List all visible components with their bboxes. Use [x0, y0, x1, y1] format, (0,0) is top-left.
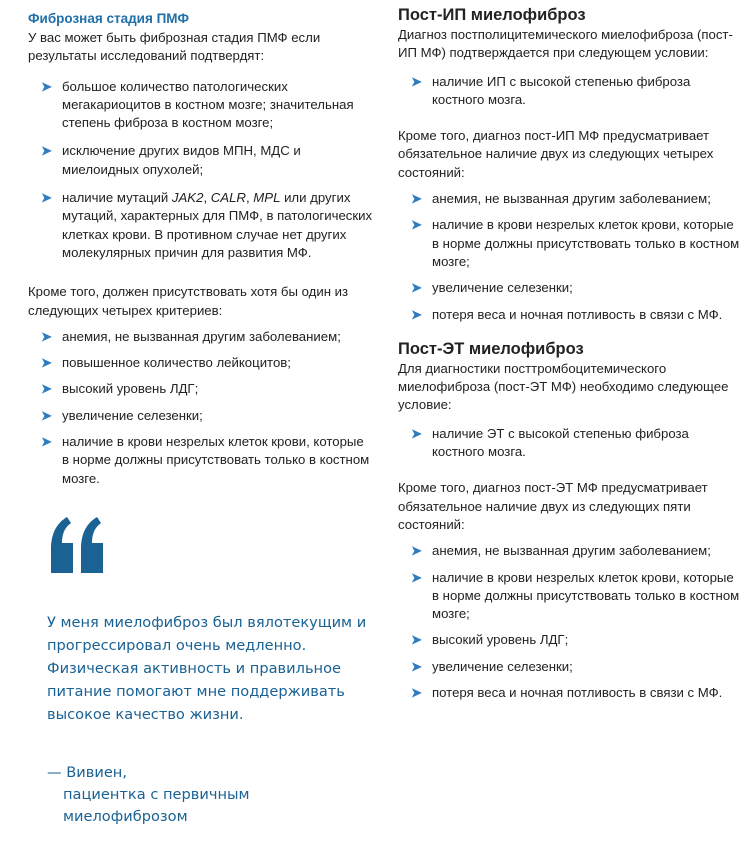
- chevron-right-icon: ➤: [411, 569, 422, 585]
- gene-jak2: JAK2: [171, 190, 204, 206]
- post-et-extra-intro: Кроме того, диагноз пост-ЭТ МФ предусматривает обязательное наличие двух из следующих пяти состояний:: [398, 480, 708, 532]
- gene-calr: CALR: [210, 190, 246, 206]
- post-pv-extra-list: [398, 190, 743, 324]
- list-item: ➤ повышенное количество лейкоцитов;: [28, 354, 373, 372]
- chevron-right-icon: ➤: [411, 306, 422, 322]
- chevron-right-icon: ➤: [411, 543, 422, 559]
- chevron-right-icon: ➤: [411, 217, 422, 233]
- list-item: ➤ исключение других видов МПН, МДС и миелоидных опухолей;: [41, 143, 301, 177]
- chevron-right-icon: ➤: [41, 355, 52, 371]
- chevron-right-icon: ➤: [41, 190, 52, 206]
- chevron-right-icon: ➤: [41, 434, 52, 450]
- list-item: ➤ анемия, не вызванная другим заболеванием;: [28, 328, 373, 346]
- chevron-right-icon: ➤: [411, 425, 422, 441]
- chevron-right-icon: ➤: [411, 191, 422, 207]
- list-item: ➤ наличие ЭТ с высокой степенью фиброза костного мозга.: [411, 425, 689, 460]
- list-item: ➤ увеличение селезенки;: [398, 279, 743, 297]
- post-et-intro: Для диагностики посттромбоцитемического миелофиброза (пост-ЭТ МФ) необходимо следующее условие:: [398, 360, 729, 413]
- post-pv-list: [398, 73, 743, 110]
- gene-mpl: MPL: [253, 190, 281, 206]
- chevron-right-icon: ➤: [41, 78, 52, 94]
- list-item: ➤ анемия, не вызванная другим заболеванием;: [398, 190, 743, 208]
- left-column: [28, 0, 373, 488]
- list-item: ➤ анемия, не вызванная другим заболеванием;: [398, 542, 743, 560]
- list-item: ➤ наличие мутаций JAK2, CALR, MPL или других мутаций, характерных для ПМФ, в патологических клетках крови. В противном случае нет других молекулярных причин для развития МФ.: [41, 190, 373, 260]
- list-item: ➤ наличие в крови незрелых клеток крови, которые в норме должны присутствовать только в костном мозге;: [411, 217, 740, 269]
- list-item: ➤ увеличение селезенки;: [398, 658, 743, 676]
- post-pv-intro: Диагноз постполицитемического миелофиброза (пост-ИП МФ) подтверждается при следующем условии:: [398, 27, 733, 61]
- chevron-right-icon: ➤: [41, 407, 52, 423]
- chevron-right-icon: ➤: [411, 280, 422, 296]
- list-item: ➤ потеря веса и ночная потливость в связи с МФ.: [398, 684, 743, 702]
- right-column: [398, 0, 743, 702]
- list-item: ➤ высокий уровень ЛДГ;: [28, 380, 373, 398]
- chevron-right-icon: ➤: [411, 632, 422, 648]
- list-item: ➤ увеличение селезенки;: [28, 407, 373, 425]
- list-item: ➤ наличие ИП с высокой степенью фиброза костного мозга.: [411, 73, 691, 107]
- chevron-right-icon: ➤: [41, 143, 52, 159]
- post-et-list: [398, 425, 743, 462]
- chevron-right-icon: ➤: [411, 658, 422, 674]
- list-item: ➤ большое количество патологических мегакариоцитов в костном мозге; значительная степень фиброза в костном мозге;: [41, 78, 354, 131]
- chevron-right-icon: ➤: [411, 685, 422, 701]
- patient-quote: У меня миелофиброз был вялотекущим и прогрессировал очень медленно. Физическая активность и правильное питание помогают мне поддерживать высокое качество жизни.: [47, 614, 367, 723]
- list-item: ➤ высокий уровень ЛДГ;: [398, 631, 743, 649]
- chevron-right-icon: ➤: [41, 328, 52, 344]
- criteria-intro: Кроме того, должен присутствовать хотя бы один из следующих четырех критериев:: [28, 284, 349, 318]
- chevron-right-icon: ➤: [411, 73, 422, 89]
- section-heading-fibrotic: Фиброзная стадия ПМФ: [28, 11, 190, 26]
- section-heading-post-pv: Пост-ИП миелофиброз: [398, 6, 586, 24]
- chevron-right-icon: ➤: [41, 381, 52, 397]
- list-item: ➤ наличие в крови незрелых клеток крови, которые в норме должны присутствовать только в костном мозге;: [411, 569, 740, 622]
- fibrotic-list: [28, 78, 373, 263]
- quote-attribution: — Вивиен, пациентка с первичным миелофиброзом: [47, 764, 250, 825]
- list-item: ➤ наличие в крови незрелых клеток крови, которые в норме должны присутствовать только в костном мозге.: [41, 434, 370, 486]
- post-pv-extra-intro: Кроме того, диагноз пост-ИП МФ предусматривает обязательное наличие двух из следующих четырех состояний:: [398, 128, 714, 180]
- section-heading-post-et: Пост-ЭТ миелофиброз: [398, 339, 584, 358]
- criteria-list: [28, 328, 373, 488]
- list-item: ➤ потеря веса и ночная потливость в связи с МФ.: [398, 306, 743, 324]
- quote-mark-icon: [47, 515, 107, 575]
- post-et-extra-list: [398, 542, 743, 702]
- fibrotic-intro: У вас может быть фиброзная стадия ПМФ если результаты исследований подтвердят:: [28, 30, 321, 64]
